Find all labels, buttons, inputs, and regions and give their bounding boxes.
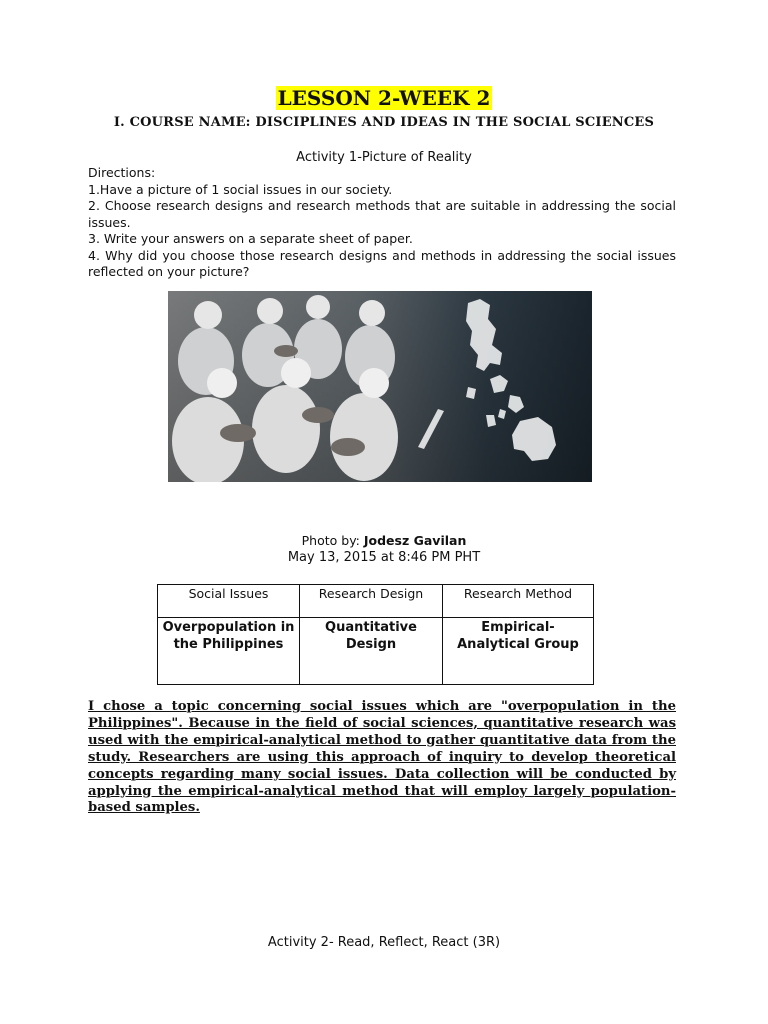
photo-credit-label: Photo by: (301, 533, 360, 548)
direction-item-4: 4. Why did you choose those research designs and methods in addressing the social issues reflected on your picture? (88, 247, 676, 279)
research-table (157, 584, 594, 685)
answer-paragraph: I chose a topic concerning social issues which are "overpopulation in the Philippines". Because in the field of social sciences, quantitative research was used with the empirical-analytical method to gather quantitative data from the study. Researchers are using this approach of inquiry to develop theoretical concepts regarding many social issues. Data collection will be conducted by applying the empirical-analytical method that will employ largely population-based samples. (88, 699, 676, 816)
table-cell: Quantitative Design (300, 618, 443, 685)
table-header-cell: Research Design (300, 585, 443, 618)
table-row (158, 618, 594, 685)
directions-heading: Directions: (88, 165, 156, 180)
photo-credit (0, 533, 768, 548)
activity2-title: Activity 2- Read, Reflect, React (3R) (267, 935, 501, 950)
lesson-title-text: LESSON 2-WEEK 2 (277, 86, 491, 110)
table-cell: Empirical-Analytical Group (443, 618, 594, 685)
table-header-cell: Research Method (443, 585, 594, 618)
course-name: I. COURSE NAME: DISCIPLINES AND IDEAS IN THE SOCIAL SCIENCES (113, 115, 655, 130)
direction-item-2: 2. Choose research designs and research methods that are suitable in addressing the social issues. (88, 198, 676, 230)
direction-item-3: 3. Write your answers on a separate sheet of paper. (88, 231, 413, 246)
table-header-cell: Social Issues (158, 585, 300, 618)
table-header-row (158, 585, 594, 618)
activity1-title: Activity 1-Picture of Reality (296, 150, 472, 165)
table-cell: Overpopulation in the Philippines (158, 618, 300, 685)
photo-credit-name: Jodesz Gavilan (363, 533, 467, 548)
directions-block (88, 165, 676, 281)
photo-date: May 13, 2015 at 8:46 PM PHT (287, 550, 481, 565)
lesson-title (0, 86, 768, 110)
direction-item-1: 1.Have a picture of 1 social issues in our society. (88, 181, 393, 197)
social-issue-photo (168, 291, 592, 482)
